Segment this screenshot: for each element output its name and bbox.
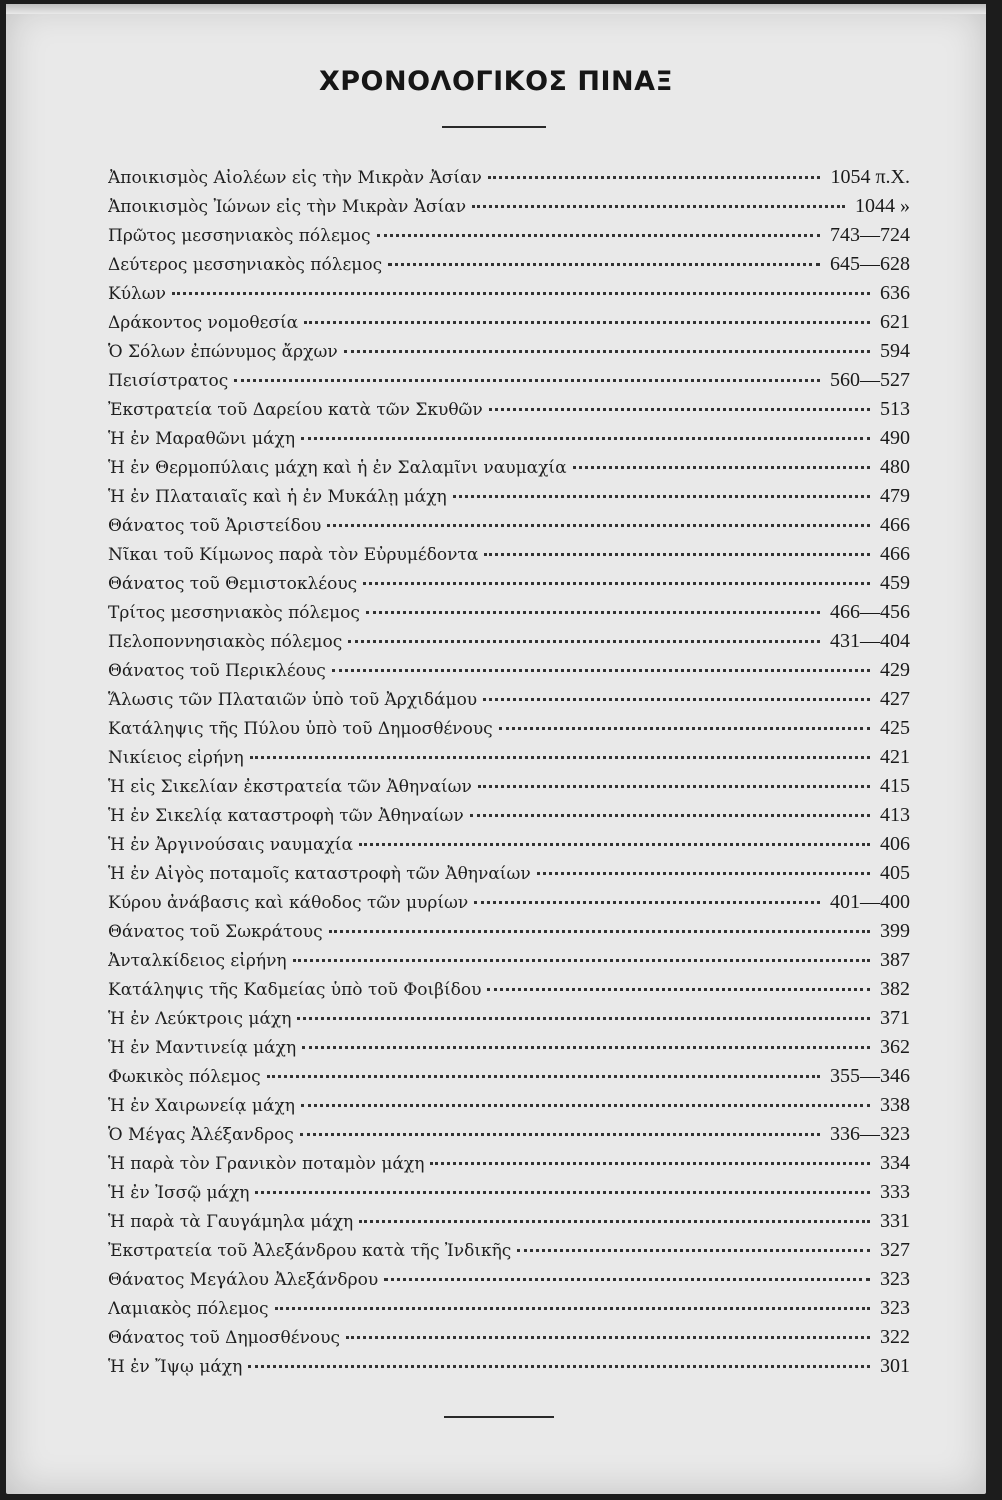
dot-leader bbox=[297, 1017, 870, 1020]
entry-event: Ἅλωσις τῶν Πλαταιῶν ὑπὸ τοῦ Ἀρχιδάμου bbox=[108, 690, 478, 710]
entry-date: 355—346 bbox=[830, 1065, 910, 1087]
entry-event: Ἡ ἐν Ἰσσῷ μάχη bbox=[108, 1183, 250, 1203]
chronology-entry bbox=[108, 1297, 910, 1326]
dot-leader bbox=[366, 611, 820, 614]
entry-date: 459 bbox=[880, 572, 910, 594]
entry-event: Ἡ ἐν Ἴψῳ μάχη bbox=[108, 1357, 243, 1377]
chronology-entry bbox=[108, 717, 910, 746]
chronology-entry bbox=[108, 659, 910, 688]
chronology-entry bbox=[108, 1181, 910, 1210]
dot-leader bbox=[327, 524, 870, 527]
dot-leader bbox=[359, 1220, 870, 1223]
entry-event: Δεύτερος μεσσηνιακὸς πόλεμος bbox=[108, 255, 383, 275]
entry-event: Ἐκστρατεία τοῦ Δαρείου κατὰ τῶν Σκυθῶν bbox=[108, 400, 483, 420]
entry-event: Ἡ ἐν Αἰγὸς ποταμοῖς καταστροφὴ τῶν Ἀθηναίων bbox=[108, 864, 531, 884]
dot-leader bbox=[344, 350, 870, 353]
entry-date: 362 bbox=[880, 1036, 910, 1058]
entry-event: Ὁ Μέγας Ἀλέξανδρος bbox=[108, 1125, 294, 1145]
dot-leader bbox=[329, 930, 870, 933]
footer-divider bbox=[444, 1416, 554, 1418]
entry-event: Θάνατος τοῦ Δημοσθένους bbox=[108, 1328, 340, 1348]
dot-leader bbox=[478, 785, 870, 788]
entry-date: 331 bbox=[880, 1210, 910, 1232]
dot-leader bbox=[484, 553, 870, 556]
dot-leader bbox=[453, 495, 870, 498]
entry-event: Ἡ ἐν Πλαταιαῖς καὶ ἡ ἐν Μυκάλῃ μάχη bbox=[108, 487, 447, 507]
chronology-entry bbox=[108, 427, 910, 456]
entry-date: 301 bbox=[880, 1355, 910, 1377]
chronology-list bbox=[108, 166, 910, 1384]
dot-leader bbox=[332, 669, 870, 672]
chronology-entry bbox=[108, 456, 910, 485]
entry-date: 413 bbox=[880, 804, 910, 826]
entry-date: 490 bbox=[880, 427, 910, 449]
dot-leader bbox=[573, 466, 870, 469]
dot-leader bbox=[267, 1075, 820, 1078]
entry-event: Θάνατος τοῦ Περικλέους bbox=[108, 661, 326, 681]
dot-leader bbox=[302, 1046, 870, 1049]
document-page bbox=[6, 4, 986, 1494]
entry-event: Φωκικὸς πόλεμος bbox=[108, 1067, 261, 1087]
chronology-entry bbox=[108, 1094, 910, 1123]
entry-event: Ἡ ἐν Λεύκτροις μάχη bbox=[108, 1009, 292, 1029]
entry-date: 405 bbox=[880, 862, 910, 884]
entry-event: Κύρου ἀνάβασις καὶ κάθοδος τῶν μυρίων bbox=[108, 893, 469, 913]
dot-leader bbox=[470, 814, 870, 817]
entry-date: 466 bbox=[880, 514, 910, 536]
dot-leader bbox=[517, 1249, 870, 1252]
dot-leader bbox=[487, 988, 870, 991]
entry-date: 1054 π.Χ. bbox=[830, 166, 910, 188]
chronology-entry bbox=[108, 1123, 910, 1152]
dot-leader bbox=[255, 1191, 870, 1194]
entry-date: 480 bbox=[880, 456, 910, 478]
chronology-entry bbox=[108, 1065, 910, 1094]
dot-leader bbox=[275, 1307, 870, 1310]
entry-event: Πελοποννησιακὸς πόλεμος bbox=[108, 632, 343, 652]
entry-date: 466 bbox=[880, 543, 910, 565]
chronology-entry bbox=[108, 1355, 910, 1384]
entry-event: Θάνατος Μεγάλου Ἀλεξάνδρου bbox=[108, 1270, 379, 1290]
entry-date: 336—323 bbox=[830, 1123, 910, 1145]
chronology-entry bbox=[108, 1239, 910, 1268]
chronology-entry bbox=[108, 398, 910, 427]
entry-event: Ἡ παρὰ τὰ Γαυγάμηλα μάχη bbox=[108, 1212, 354, 1232]
dot-leader bbox=[537, 872, 870, 875]
entry-date: 429 bbox=[880, 659, 910, 681]
page-title: ΧΡΟΝΟΛΟΓΙΚΟΣ ΠΙΝΑΞ bbox=[318, 66, 674, 97]
dot-leader bbox=[489, 408, 870, 411]
entry-date: 513 bbox=[880, 398, 910, 420]
chronology-entry bbox=[108, 1210, 910, 1239]
entry-event: Νῖκαι τοῦ Κίμωνος παρὰ τὸν Εὐρυμέδοντα bbox=[108, 545, 479, 565]
entry-date: 399 bbox=[880, 920, 910, 942]
entry-event: Ἡ ἐν Θερμοπύλαις μάχη καὶ ἡ ἐν Σαλαμῖνι ναυμαχία bbox=[108, 458, 567, 478]
entry-date: 338 bbox=[880, 1094, 910, 1116]
entry-event: Θάνατος τοῦ Σωκράτους bbox=[108, 922, 323, 942]
entry-date: 334 bbox=[880, 1152, 910, 1174]
entry-date: 645—628 bbox=[830, 253, 910, 275]
chronology-entry bbox=[108, 224, 910, 253]
entry-date: 322 bbox=[880, 1326, 910, 1348]
dot-leader bbox=[304, 321, 870, 324]
chronology-entry bbox=[108, 543, 910, 572]
chronology-entry bbox=[108, 601, 910, 630]
entry-date: 621 bbox=[880, 311, 910, 333]
chronology-entry bbox=[108, 195, 910, 224]
chronology-entry bbox=[108, 1268, 910, 1297]
entry-date: 371 bbox=[880, 1007, 910, 1029]
chronology-entry bbox=[108, 340, 910, 369]
entry-event: Ἡ ἐν Μαντινείᾳ μάχη bbox=[108, 1038, 297, 1058]
dot-leader bbox=[359, 843, 870, 846]
chronology-entry bbox=[108, 485, 910, 514]
chronology-entry bbox=[108, 311, 910, 340]
dot-leader bbox=[377, 234, 820, 237]
dot-leader bbox=[248, 1365, 870, 1368]
chronology-entry bbox=[108, 572, 910, 601]
entry-date: 479 bbox=[880, 485, 910, 507]
title-divider bbox=[442, 126, 546, 128]
entry-date: 594 bbox=[880, 340, 910, 362]
entry-event: Ἀποικισμὸς Ἰώνων εἰς τὴν Μικρὰν Ἀσίαν bbox=[108, 197, 467, 217]
chronology-entry bbox=[108, 1007, 910, 1036]
dot-leader bbox=[483, 698, 870, 701]
chronology-entry bbox=[108, 1036, 910, 1065]
entry-event: Νικίειος εἰρήνη bbox=[108, 748, 244, 768]
entry-date: 743—724 bbox=[830, 224, 910, 246]
entry-date: 421 bbox=[880, 746, 910, 768]
chronology-entry bbox=[108, 1326, 910, 1355]
entry-event: Κατάληψις τῆς Καδμείας ὑπὸ τοῦ Φοιβίδου bbox=[108, 980, 482, 1000]
entry-event: Κατάληψις τῆς Πύλου ὑπὸ τοῦ Δημοσθένους bbox=[108, 719, 493, 739]
entry-event: Ἡ ἐν Ἀργινούσαις ναυμαχία bbox=[108, 835, 353, 855]
entry-date: 427 bbox=[880, 688, 910, 710]
dot-leader bbox=[301, 1104, 870, 1107]
entry-event: Πεισίστρατος bbox=[108, 371, 229, 391]
chronology-entry bbox=[108, 514, 910, 543]
entry-event: Ἡ ἐν Χαιρωνείᾳ μάχη bbox=[108, 1096, 295, 1116]
entry-date: 560—527 bbox=[830, 369, 910, 391]
entry-event: Πρῶτος μεσσηνιακὸς πόλεμος bbox=[108, 226, 371, 246]
dot-leader bbox=[234, 379, 820, 382]
chronology-entry bbox=[108, 978, 910, 1007]
dot-leader bbox=[300, 1133, 820, 1136]
chronology-entry bbox=[108, 369, 910, 398]
chronology-entry bbox=[108, 688, 910, 717]
entry-event: Ἡ παρὰ τὸν Γρανικὸν ποταμὸν μάχη bbox=[108, 1154, 425, 1174]
entry-event: Ἀποικισμὸς Αἰολέων εἰς τὴν Μικρὰν Ἀσίαν bbox=[108, 168, 482, 188]
dot-leader bbox=[346, 1336, 870, 1339]
chronology-entry bbox=[108, 891, 910, 920]
dot-leader bbox=[499, 727, 870, 730]
dot-leader bbox=[348, 640, 820, 643]
entry-date: 327 bbox=[880, 1239, 910, 1261]
dot-leader bbox=[474, 901, 820, 904]
entry-event: Τρίτος μεσσηνιακὸς πόλεμος bbox=[108, 603, 360, 623]
dot-leader bbox=[488, 176, 821, 179]
dot-leader bbox=[388, 263, 820, 266]
entry-event: Ἡ εἰς Σικελίαν ἐκστρατεία τῶν Ἀθηναίων bbox=[108, 777, 472, 797]
chronology-entry bbox=[108, 833, 910, 862]
dot-leader bbox=[250, 756, 870, 759]
chronology-entry bbox=[108, 949, 910, 978]
entry-date: 382 bbox=[880, 978, 910, 1000]
chronology-entry bbox=[108, 804, 910, 833]
dot-leader bbox=[363, 582, 870, 585]
entry-date: 333 bbox=[880, 1181, 910, 1203]
dot-leader bbox=[472, 205, 845, 208]
chronology-entry bbox=[108, 253, 910, 282]
dot-leader bbox=[293, 959, 870, 962]
entry-event: Ἐκστρατεία τοῦ Ἀλεξάνδρου κατὰ τῆς Ἰνδικῆς bbox=[108, 1241, 512, 1261]
entry-event: Δράκοντος νομοθεσία bbox=[108, 313, 299, 333]
entry-date: 636 bbox=[880, 282, 910, 304]
entry-date: 466—456 bbox=[830, 601, 910, 623]
entry-event: Θάνατος τοῦ Ἀριστείδου bbox=[108, 516, 322, 536]
entry-date: 1044 » bbox=[855, 195, 910, 217]
entry-event: Ἡ ἐν Σικελίᾳ καταστροφὴ τῶν Ἀθηναίων bbox=[108, 806, 464, 826]
entry-event: Κύλων bbox=[108, 284, 167, 304]
chronology-entry bbox=[108, 166, 910, 195]
entry-date: 387 bbox=[880, 949, 910, 971]
entry-event: Λαμιακὸς πόλεμος bbox=[108, 1299, 269, 1319]
dot-leader bbox=[301, 437, 870, 440]
entry-date: 406 bbox=[880, 833, 910, 855]
entry-date: 415 bbox=[880, 775, 910, 797]
entry-event: Ἀνταλκίδειος εἰρήνη bbox=[108, 951, 287, 971]
dot-leader bbox=[430, 1162, 870, 1165]
chronology-entry bbox=[108, 862, 910, 891]
entry-date: 431—404 bbox=[830, 630, 910, 652]
chronology-entry bbox=[108, 746, 910, 775]
entry-event: Θάνατος τοῦ Θεμιστοκλέους bbox=[108, 574, 358, 594]
entry-event: Ἡ ἐν Μαραθῶνι μάχη bbox=[108, 429, 296, 449]
chronology-entry bbox=[108, 775, 910, 804]
dot-leader bbox=[384, 1278, 870, 1281]
dot-leader bbox=[172, 292, 870, 295]
chronology-entry bbox=[108, 1152, 910, 1181]
chronology-entry bbox=[108, 282, 910, 311]
chronology-entry bbox=[108, 630, 910, 659]
chronology-entry bbox=[108, 920, 910, 949]
entry-date: 323 bbox=[880, 1297, 910, 1319]
entry-date: 425 bbox=[880, 717, 910, 739]
entry-date: 323 bbox=[880, 1268, 910, 1290]
entry-event: Ὁ Σόλων ἐπώνυμος ἄρχων bbox=[108, 342, 338, 362]
entry-date: 401—400 bbox=[830, 891, 910, 913]
